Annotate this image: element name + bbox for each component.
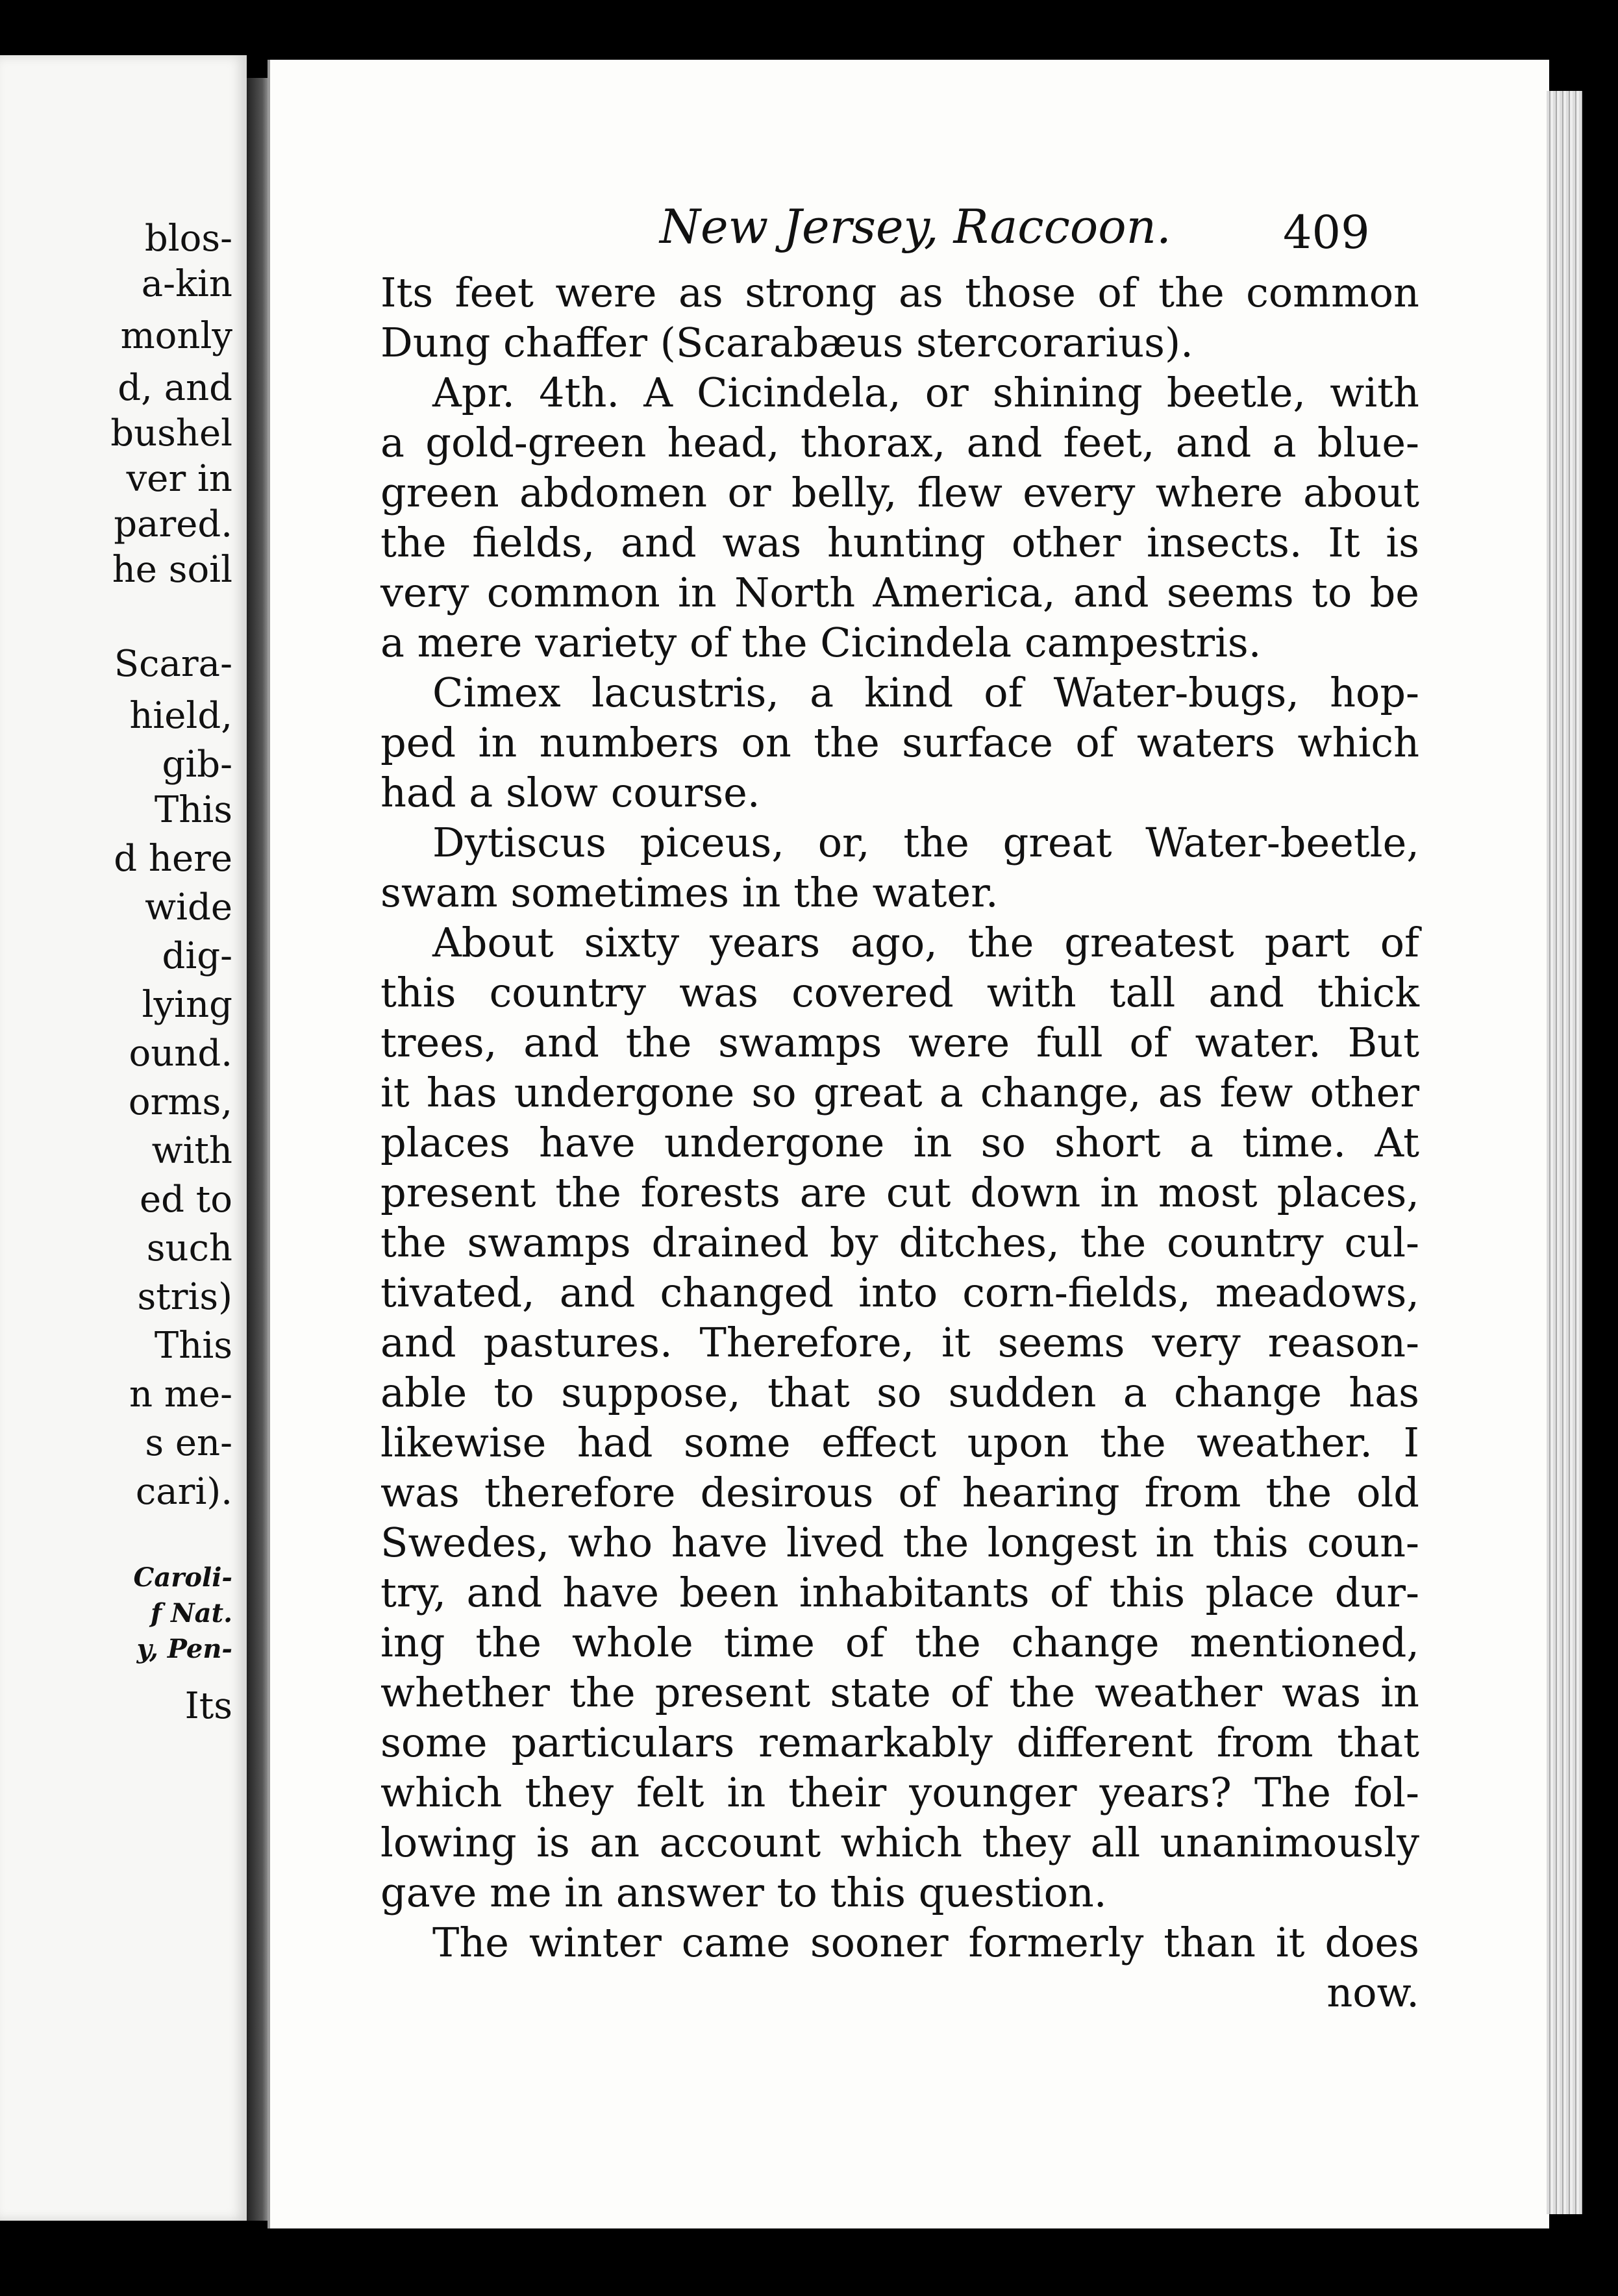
- left-page-fragment: orms,: [128, 1081, 232, 1123]
- left-page-fragment: wide: [145, 886, 232, 929]
- left-page-fragment: This: [154, 789, 232, 831]
- text-line: now.: [1326, 1969, 1419, 2016]
- left-page-fragment: a-kin: [141, 263, 232, 305]
- text-line: Dytiscus piceus, or, the great Water-beetle,: [432, 819, 1419, 866]
- left-page-fragment: Scara-: [114, 643, 232, 685]
- left-page-fragment: dig-: [162, 935, 232, 977]
- text-line: present the forests are cut down in most places,: [380, 1169, 1419, 1216]
- text-line: had a slow course.: [380, 769, 760, 816]
- left-page-fragment: y, Pen-: [136, 1634, 232, 1664]
- text-line: Its feet were as strong as those of the common: [380, 269, 1419, 316]
- text-line: and pastures. Therefore, it seems very reason-: [380, 1319, 1419, 1366]
- left-page-fragment: d, and: [118, 367, 232, 409]
- left-page-fragment: gib-: [162, 743, 232, 786]
- left-page-fragment: s en-: [145, 1422, 232, 1464]
- running-head: [270, 199, 1549, 258]
- left-page-fragment: with: [151, 1130, 232, 1172]
- text-line: whether the present state of the weather was in: [380, 1669, 1419, 1716]
- text-line: try, and have been inhabitants of this place dur-: [380, 1569, 1419, 1616]
- text-line: some particulars remarkably different from that: [380, 1719, 1419, 1766]
- left-page-fragment: ound.: [129, 1032, 232, 1075]
- text-line: lowing is an account which they all unanimously: [380, 1819, 1419, 1866]
- text-line: ing the whole time of the change mentioned,: [380, 1619, 1419, 1666]
- left-page-fragment: f Nat.: [150, 1598, 232, 1628]
- text-line: a mere variety of the Cicindela campestris.: [380, 619, 1262, 666]
- left-page-fragment: ver in: [126, 458, 232, 500]
- left-page-fragment: ed to: [139, 1179, 232, 1221]
- left-page-fragment: stris): [137, 1276, 232, 1318]
- text-line: ped in numbers on the surface of waters which: [380, 719, 1419, 766]
- text-line: places have undergone in so short a time. At: [380, 1119, 1419, 1166]
- running-title: New Jersey, Raccoon.: [660, 199, 1171, 254]
- text-line: Swedes, who have lived the longest in this coun-: [380, 1519, 1419, 1566]
- left-page-fragment: cari).: [135, 1471, 232, 1513]
- text-line: the fields, and was hunting other insects. It is: [380, 519, 1419, 566]
- text-line: swam sometimes in the water.: [380, 869, 999, 916]
- text-line: likewise had some effect upon the weather. I: [380, 1419, 1419, 1466]
- text-line: Apr. 4th. A Cicindela, or shining beetle, with: [432, 369, 1419, 416]
- text-line: the swamps drained by ditches, the country cul-: [380, 1219, 1419, 1266]
- body-text: [380, 268, 1419, 2017]
- left-page-fragment: lying: [142, 984, 232, 1026]
- text-line: trees, and the swamps were full of water. But: [380, 1019, 1419, 1066]
- text-line: which they felt in their younger years? The fol-: [380, 1769, 1419, 1816]
- left-page-fragment: such: [146, 1227, 232, 1269]
- left-page-fragment: pared.: [114, 503, 232, 545]
- left-page-fragment: n me-: [129, 1373, 232, 1416]
- left-page-fragment: he soil: [112, 549, 232, 591]
- text-line: gave me in answer to this question.: [380, 1869, 1107, 1916]
- text-line: Dung chaffer (Scarabæus stercorarius).: [380, 319, 1193, 366]
- text-line: was therefore desirous of hearing from the old: [380, 1469, 1419, 1516]
- left-page-fragment: bushel: [110, 412, 232, 455]
- text-line: it has undergone so great a change, as few other: [380, 1069, 1419, 1116]
- page-edge: [1547, 91, 1582, 2214]
- left-page-fragment: hield,: [129, 695, 232, 737]
- left-page-fragment: d here: [114, 838, 232, 880]
- right-page: [268, 60, 1549, 2228]
- text-line: The winter came sooner formerly than it does: [432, 1919, 1419, 1966]
- page-number: 409: [1283, 206, 1370, 259]
- text-line: a gold-green head, thorax, and feet, and a blue-: [380, 419, 1419, 466]
- text-line: this country was covered with tall and thick: [380, 969, 1419, 1016]
- left-page-fragment: blos-: [144, 218, 232, 260]
- text-line: Cimex lacustris, a kind of Water-bugs, hop-: [432, 669, 1419, 716]
- text-line: About sixty years ago, the greatest part of: [432, 919, 1419, 966]
- left-page: [0, 55, 247, 2221]
- text-line: tivated, and changed into corn-fields, meadows,: [380, 1269, 1419, 1316]
- left-page-fragment: monly: [120, 315, 232, 357]
- left-page-fragment: This: [154, 1325, 232, 1367]
- left-page-fragment: Its: [184, 1685, 232, 1727]
- text-line: green abdomen or belly, flew every where about: [380, 469, 1419, 516]
- text-line: very common in North America, and seems to be: [380, 569, 1419, 616]
- text-line: able to suppose, that so sudden a change has: [380, 1369, 1419, 1416]
- left-page-fragment: Caroli-: [133, 1562, 232, 1593]
